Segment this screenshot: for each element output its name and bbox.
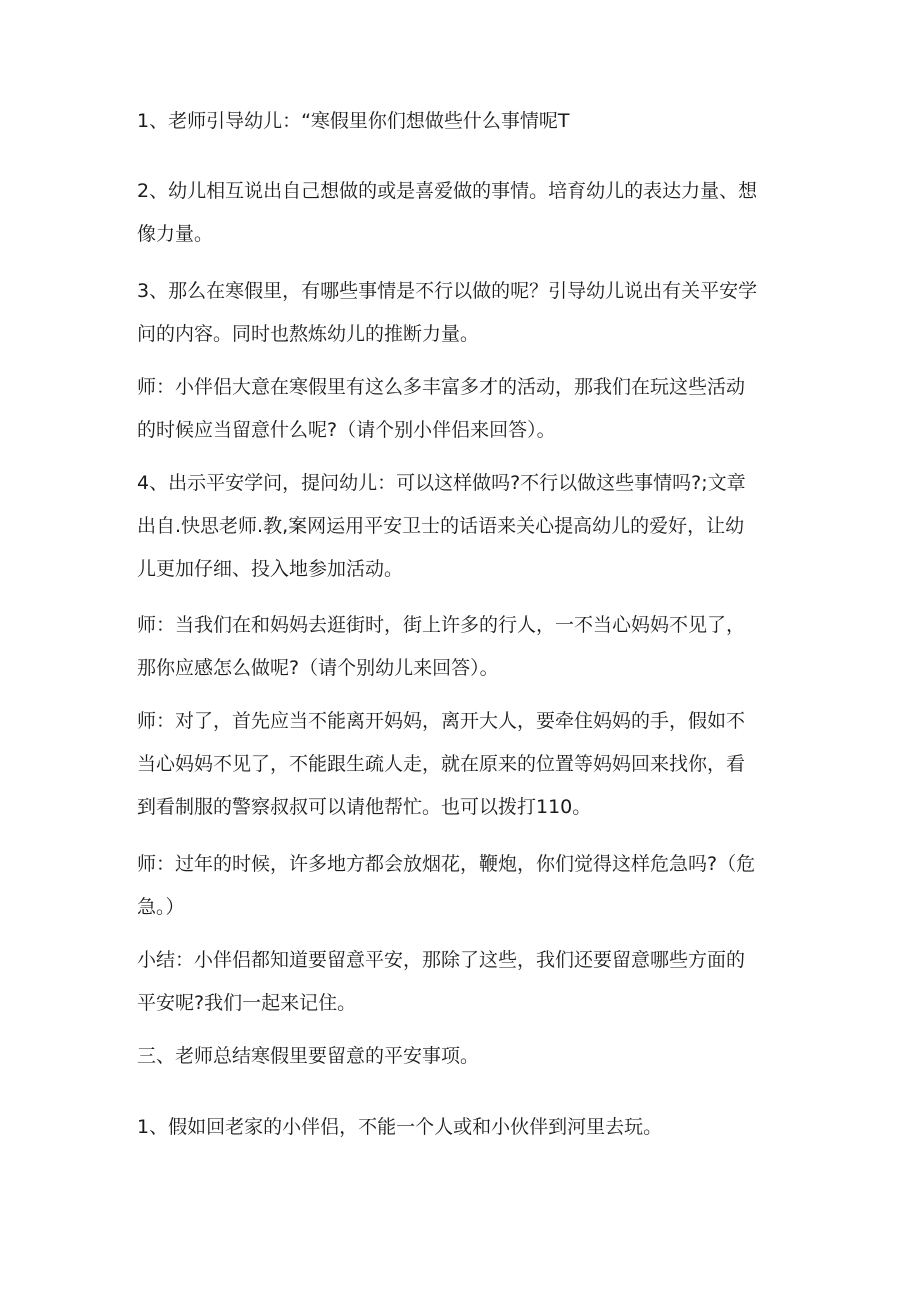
text-line: 1、老师引导幼儿：“寒假里你们想做些什么事情呢T — [137, 110, 570, 132]
text-line: 出自.快思老师.教,案网运用平安卫士的话语来关心提高幼儿的爱好，让幼 — [137, 515, 745, 537]
paragraph-teacher-activities — [137, 366, 787, 452]
text-line: 儿更加仔细、投入地参加活动。 — [137, 558, 404, 580]
paragraph-step-3-forbidden — [137, 270, 787, 356]
text-line: 师：过年的时候，许多地方都会放烟花，鞭炮，你们觉得这样危急吗?（危 — [137, 853, 756, 875]
paragraph-summary — [137, 939, 787, 1025]
section-heading-teacher-summary — [137, 1035, 787, 1078]
text-line: 的时候应当留意什么呢?（请个别小伴侣来回答）。 — [137, 419, 556, 441]
text-line: 问的内容。同时也熬炼幼儿的推断力量。 — [137, 323, 480, 345]
paragraph-teacher-fireworks — [137, 843, 787, 929]
text-line: 师：小伴侣大意在寒假里有这么多丰富多才的活动，那我们在玩这些活动 — [137, 376, 746, 398]
text-line: 2、幼儿相互说出自己想做的或是喜爱做的事情。培育幼儿的表达力量、想 — [137, 180, 758, 202]
paragraph-rule-1-river — [137, 1106, 787, 1149]
paragraph-step-4-safety-knowledge — [137, 462, 787, 591]
text-line: 师：对了，首先应当不能离开妈妈，离开大人，要牵住妈妈的手，假如不 — [137, 710, 746, 732]
text-line: 急。） — [137, 896, 185, 918]
paragraph-step-2-share — [137, 170, 787, 256]
text-line: 到看制服的警察叔叔可以请他帮忙。也可以拨打110。 — [137, 796, 592, 818]
text-line: 平安呢?我们一起来记住。 — [137, 992, 357, 1014]
paragraph-step-1-guide — [137, 100, 787, 143]
text-line: 4、出示平安学问，提问幼儿：可以这样做吗?不行以做这些事情吗?;文章 — [137, 472, 746, 494]
text-line: 小结：小伴侣都知道要留意平安，那除了这些，我们还要留意哪些方面的 — [137, 949, 746, 971]
text-line: 像力量。 — [137, 223, 214, 245]
text-line: 师：当我们在和妈妈去逛街时，街上许多的行人，一不当心妈妈不见了， — [137, 614, 746, 636]
text-line: 那你应感怎么做呢?（请个别幼儿来回答）。 — [137, 657, 499, 679]
paragraph-teacher-shopping — [137, 604, 787, 690]
text-line: 3、那么在寒假里，有哪些事情是不行以做的呢？引导幼儿说出有关平安学 — [137, 280, 758, 302]
paragraph-teacher-lost-answer — [137, 700, 787, 829]
text-line: 三、老师总结寒假里要留意的平安事项。 — [137, 1045, 480, 1067]
text-line: 当心妈妈不见了，不能跟生疏人走，就在原来的位置等妈妈回来找你，看 — [137, 753, 746, 775]
text-line: 1、假如回老家的小伴侣，不能一个人或和小伙伴到河里去玩。 — [137, 1116, 663, 1138]
